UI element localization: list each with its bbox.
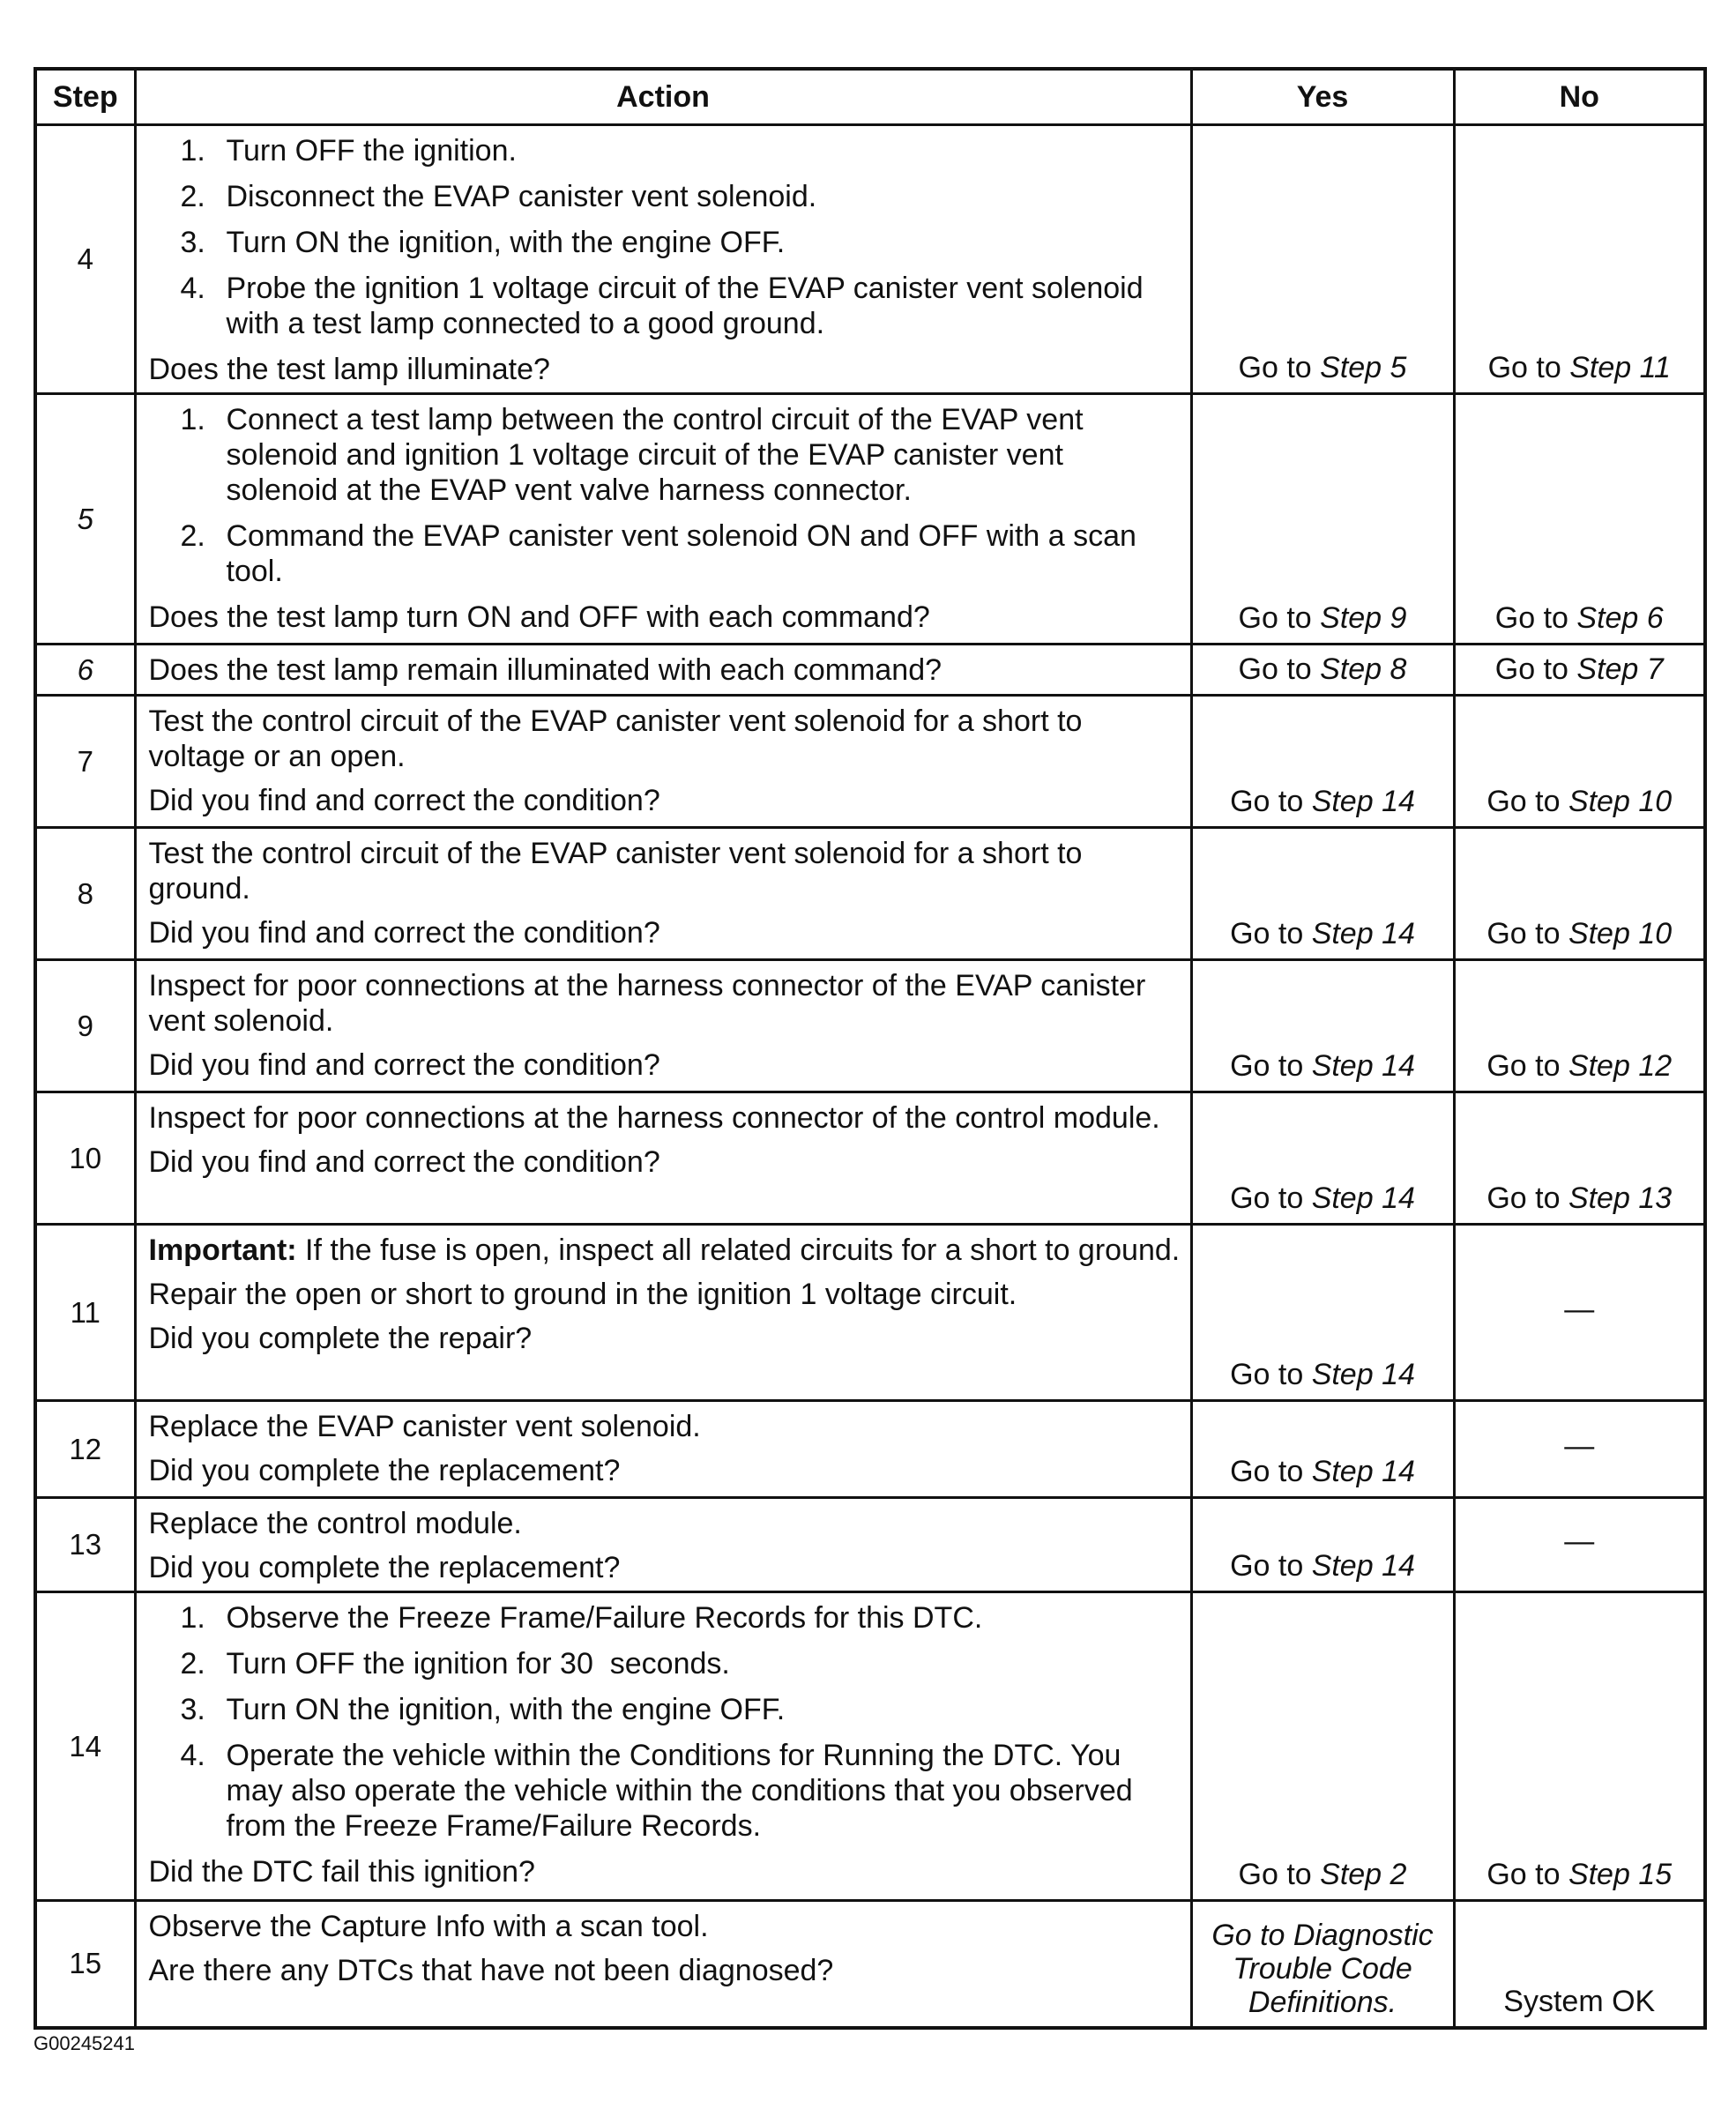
yes-cell: Go to Step 14 (1191, 828, 1454, 960)
yes-cell: Go to Step 5 (1191, 125, 1454, 394)
no-cell: — (1454, 1225, 1705, 1401)
action-text: Test the control circuit of the EVAP canister vent solenoid for a short to ground. (148, 837, 1083, 905)
figure-id: G00245241 (34, 2032, 135, 2054)
table-row (35, 1498, 1705, 1592)
no-cell: Go to Step 12 (1454, 960, 1705, 1092)
step-number: 13 (35, 1498, 135, 1592)
table-row (35, 394, 1705, 645)
question-text: Did the DTC fail this ignition? (148, 1855, 535, 1889)
yes-step-link: Step 14 (1311, 1455, 1415, 1488)
yes-cell (1191, 1901, 1454, 2028)
action-cell (135, 125, 1191, 394)
list-item: 2. Turn OFF the ignition for 30 seconds. (180, 1647, 730, 1681)
no-step-link: Step 15 (1568, 1858, 1673, 1891)
yes-cell: Go to Step 14 (1191, 1401, 1454, 1498)
action-list (149, 133, 1181, 341)
no-cell: Go to Step 13 (1454, 1092, 1705, 1225)
yes-cell: Go to Step 14 (1191, 960, 1454, 1092)
action-text: Observe the Capture Info with a scan tool. (148, 1910, 709, 1943)
yes-cell: Go to Step 14 (1191, 696, 1454, 828)
list-item: 3. Turn ON the ignition, with the engine OFF. (180, 226, 786, 259)
action-cell (135, 1901, 1191, 2028)
table-row (35, 696, 1705, 828)
no-step-link: Step 12 (1568, 1049, 1673, 1083)
action-cell (135, 1592, 1191, 1901)
table-row (35, 1092, 1705, 1225)
yes-reference-link: Go to Diagnostic Trouble Code Definitions. (1211, 1918, 1434, 2019)
list-item: 1. Turn OFF the ignition. (180, 134, 517, 168)
question-text: Did you find and correct the condition? (148, 1048, 660, 1082)
question-text: Did you complete the repair? (148, 1322, 533, 1355)
action-cell (135, 1498, 1191, 1592)
table-row (35, 125, 1705, 394)
action-cell (135, 1225, 1191, 1401)
yes-step-link: Step 5 (1320, 351, 1407, 384)
yes-step-link: Step 8 (1320, 652, 1407, 686)
yes-cell: Go to Step 2 (1191, 1592, 1454, 1901)
yes-step-link: Step 14 (1311, 785, 1415, 818)
question-text: Did you find and correct the condition? (148, 784, 660, 817)
action-cell (135, 394, 1191, 645)
yes-step-link: Step 9 (1320, 601, 1407, 635)
header-no: No (1454, 69, 1705, 125)
action-cell (135, 960, 1191, 1092)
question-text: Did you find and correct the condition? (148, 1145, 660, 1179)
step-number: 4 (35, 125, 135, 394)
action-text: Replace the control module. (148, 1507, 522, 1540)
table-row (35, 1401, 1705, 1498)
list-item: 4. Operate the vehicle within the Conditions for Running the DTC. You may also operate the vehicle within the conditions that you observed from the Freeze Frame/Failure Records. (180, 1739, 1133, 1843)
no-step-link: Step 10 (1568, 917, 1673, 950)
yes-cell: Go to Step 14 (1191, 1498, 1454, 1592)
yes-cell: Go to Step 8 (1191, 645, 1454, 696)
step-number: 7 (35, 696, 135, 828)
question-text: Are there any DTCs that have not been diagnosed? (148, 1954, 834, 1987)
action-cell (135, 696, 1191, 828)
action-cell (135, 1092, 1191, 1225)
list-item: 2. Disconnect the EVAP canister vent solenoid. (180, 180, 817, 213)
step-number: 14 (35, 1592, 135, 1901)
question-text: Did you complete the replacement? (148, 1454, 621, 1487)
action-text: Replace the EVAP canister vent solenoid. (148, 1410, 701, 1443)
no-step-link: Step 10 (1568, 785, 1673, 818)
action-cell (135, 645, 1191, 696)
action-text: Inspect for poor connections at the harness connector of the EVAP canister vent solenoid. (148, 969, 1146, 1038)
no-cell: Go to Step 6 (1454, 394, 1705, 645)
yes-step-link: Step 14 (1311, 1049, 1415, 1083)
step-number: 11 (35, 1225, 135, 1401)
header-yes: Yes (1191, 69, 1454, 125)
list-item: 2. Command the EVAP canister vent solenoid ON and OFF with a scan tool. (180, 519, 1136, 588)
action-text: Repair the open or short to ground in the ignition 1 voltage circuit. (148, 1278, 1017, 1311)
step-number: 15 (35, 1901, 135, 2028)
question-text: Does the test lamp turn ON and OFF with each command? (148, 600, 930, 634)
question-text: Did you complete the replacement? (148, 1551, 621, 1584)
yes-step-link: Step 14 (1311, 1358, 1415, 1391)
no-step-link: Step 6 (1576, 601, 1664, 635)
step-number: 12 (35, 1401, 135, 1498)
no-step-link: Step 13 (1568, 1181, 1673, 1215)
step-number: 10 (35, 1092, 135, 1225)
step-number: 8 (35, 828, 135, 960)
step-number: 5 (35, 394, 135, 645)
yes-step-link: Step 14 (1311, 917, 1415, 950)
table-row (35, 1225, 1705, 1401)
question-text: Does the test lamp illuminate? (148, 353, 550, 386)
yes-step-link: Step 14 (1311, 1181, 1415, 1215)
diagnostic-table (34, 67, 1707, 2030)
no-step-link: Step 7 (1576, 652, 1664, 686)
action-cell (135, 828, 1191, 960)
yes-cell: Go to Step 14 (1191, 1092, 1454, 1225)
table-row (35, 1901, 1705, 2028)
action-list (149, 402, 1181, 589)
action-text: Inspect for poor connections at the harness connector of the control module. (148, 1101, 1160, 1135)
table-row (35, 828, 1705, 960)
table-row (35, 645, 1705, 696)
important-note: Important: If the fuse is open, inspect all related circuits for a short to ground. (148, 1233, 1181, 1267)
no-cell: — (1454, 1498, 1705, 1592)
list-item: 1. Observe the Freeze Frame/Failure Records for this DTC. (180, 1601, 983, 1635)
step-number: 6 (35, 645, 135, 696)
table-row (35, 1592, 1705, 1901)
yes-step-link: Step 14 (1311, 1549, 1415, 1583)
no-cell: Go to Step 15 (1454, 1592, 1705, 1901)
question-text: Does the test lamp remain illuminated with each command? (148, 653, 943, 687)
important-label: Important: (148, 1233, 297, 1267)
action-text: Test the control circuit of the EVAP canister vent solenoid for a short to voltage or an open. (148, 704, 1083, 773)
yes-cell: Go to Step 14 (1191, 1225, 1454, 1401)
action-list (149, 1600, 1181, 1844)
step-number: 9 (35, 960, 135, 1092)
header-row (35, 69, 1705, 125)
header-action: Action (135, 69, 1191, 125)
list-item: 1. Connect a test lamp between the control circuit of the EVAP vent solenoid and ignition 1 voltage circuit of the EVAP canister vent solenoid at the EVAP vent valve harness connector. (180, 403, 1084, 507)
list-item: 3. Turn ON the ignition, with the engine OFF. (180, 1693, 786, 1726)
no-cell: — (1454, 1401, 1705, 1498)
list-item: 4. Probe the ignition 1 voltage circuit of the EVAP canister vent solenoid with a test lamp connected to a good ground. (180, 272, 1144, 340)
no-cell: Go to Step 7 (1454, 645, 1705, 696)
yes-cell: Go to Step 9 (1191, 394, 1454, 645)
question-text: Did you find and correct the condition? (148, 916, 660, 950)
table-row (35, 960, 1705, 1092)
no-cell: Go to Step 10 (1454, 696, 1705, 828)
action-cell (135, 1401, 1191, 1498)
no-cell: Go to Step 10 (1454, 828, 1705, 960)
no-cell: Go to Step 11 (1454, 125, 1705, 394)
header-step: Step (35, 69, 135, 125)
yes-step-link: Step 2 (1320, 1858, 1407, 1891)
no-cell: System OK (1454, 1901, 1705, 2028)
no-step-link: Step 11 (1569, 351, 1671, 384)
